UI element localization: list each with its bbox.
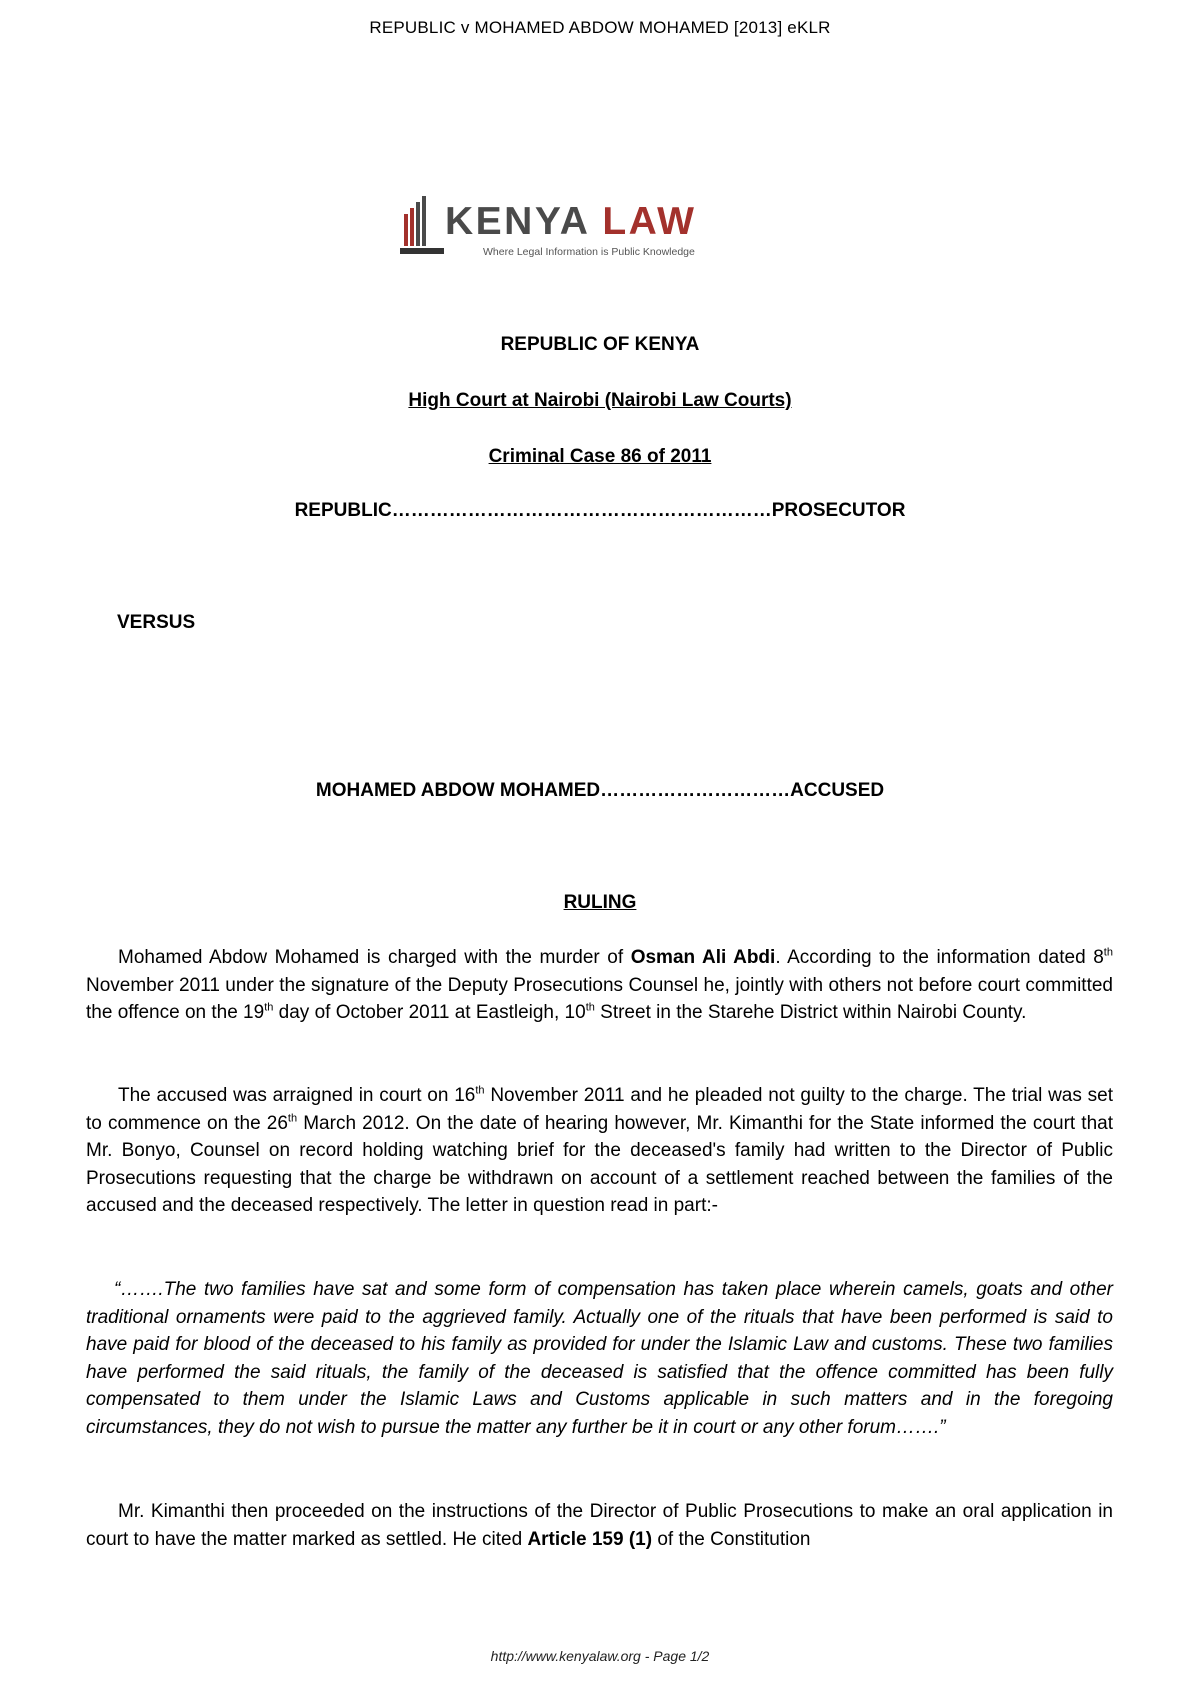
paragraph-3 — [86, 1498, 1113, 1553]
kenya-law-logo — [400, 196, 730, 262]
versus-label: VERSUS — [117, 612, 196, 633]
ruling-heading: RULING — [563, 892, 637, 913]
p2-text-b: November 2011 and he pleaded not guilty to the charge. The trial was set to commence on the 26 — [86, 1085, 1114, 1134]
running-header: REPUBLIC v MOHAMED ABDOW MOHAMED [2013] eKLR — [369, 18, 831, 37]
case-number: Criminal Case 86 of 2011 — [488, 446, 712, 467]
republic-heading: REPUBLIC OF KENYA — [500, 334, 700, 355]
letter-quote: “…….The two families have sat and some form of compensation has taken place wherein camels, goats and other traditional ornaments were paid to the aggrieved family. Actually one of the rituals that have been performed is said to have paid for blood of the deceased to his family as provided for under the Islamic Law and customs. These two families have performed the said rituals, the family of the deceased is satisfied that the offence committed has been fully compensated to them under the Islamic Laws and Customs applicable in such matters and in the foregoing circumstances, they do not wish to pursue the matter any further be it in court or any other forum…….” — [86, 1279, 1113, 1438]
ordinal-suffix: th — [1103, 946, 1113, 959]
p1-text-e: Street in the Starehe District within Nairobi County. — [594, 1002, 1027, 1023]
paragraph-2 — [86, 1082, 1113, 1220]
p2-text-c: March 2012. On the date of hearing however, Mr. Kimanthi for the State informed the court that Mr. Bonyo, Counsel on record holding watching brief for the deceased's family had written to the Director of Public Prosecutions requesting that the charge be withdrawn on account of a settlement reached between the families of the accused and the deceased respectively. The letter in question read in part:- — [86, 1112, 1113, 1216]
p1-text-b: . According to the information dated 8 — [775, 947, 1104, 968]
p3-text-b: of the Constitution — [652, 1528, 811, 1550]
ordinal-suffix: th — [287, 1112, 298, 1125]
p1-text-a: Mohamed Abdow Mohamed is charged with the murder of — [118, 947, 631, 968]
article-reference: Article 159 (1) — [527, 1528, 653, 1550]
page-footer: http://www.kenyalaw.org - Page 1/2 — [490, 1648, 710, 1664]
logo-tagline: Where Legal Information is Public Knowledge — [483, 246, 695, 258]
logo-wordmark — [445, 200, 697, 244]
p1-text-c: November 2011 under the signature of the Deputy Prosecutions Counsel he, jointly with others not before court committed the offence on the 19 — [86, 974, 1113, 1023]
p1-text-d: day of October 2011 at Eastleigh, 10 — [273, 1002, 586, 1023]
accused-line: MOHAMED ABDOW MOHAMED…………………………ACCUSED — [315, 780, 885, 801]
paragraph-1 — [86, 944, 1113, 1027]
deceased-name: Osman Ali Abdi — [630, 947, 776, 968]
p3-text-a: Mr. Kimanthi then proceeded on the instructions of the Director of Public Prosecutions to make an oral application in court to have the matter marked as settled. He cited — [86, 1501, 1113, 1550]
prosecutor-line: REPUBLIC……………………………………………………PROSECUTOR — [294, 500, 906, 521]
p2-text-a: The accused was arraigned in court on 16 — [118, 1085, 476, 1106]
ordinal-suffix: th — [475, 1084, 485, 1097]
court-heading: High Court at Nairobi (Nairobi Law Courts) — [408, 390, 792, 411]
logo-word-kenya: KENYA — [445, 200, 589, 243]
logo-word-law: LAW — [602, 200, 697, 243]
pillars-icon — [400, 196, 444, 262]
ordinal-suffix: th — [264, 1001, 274, 1014]
ordinal-suffix: th — [585, 1001, 595, 1014]
